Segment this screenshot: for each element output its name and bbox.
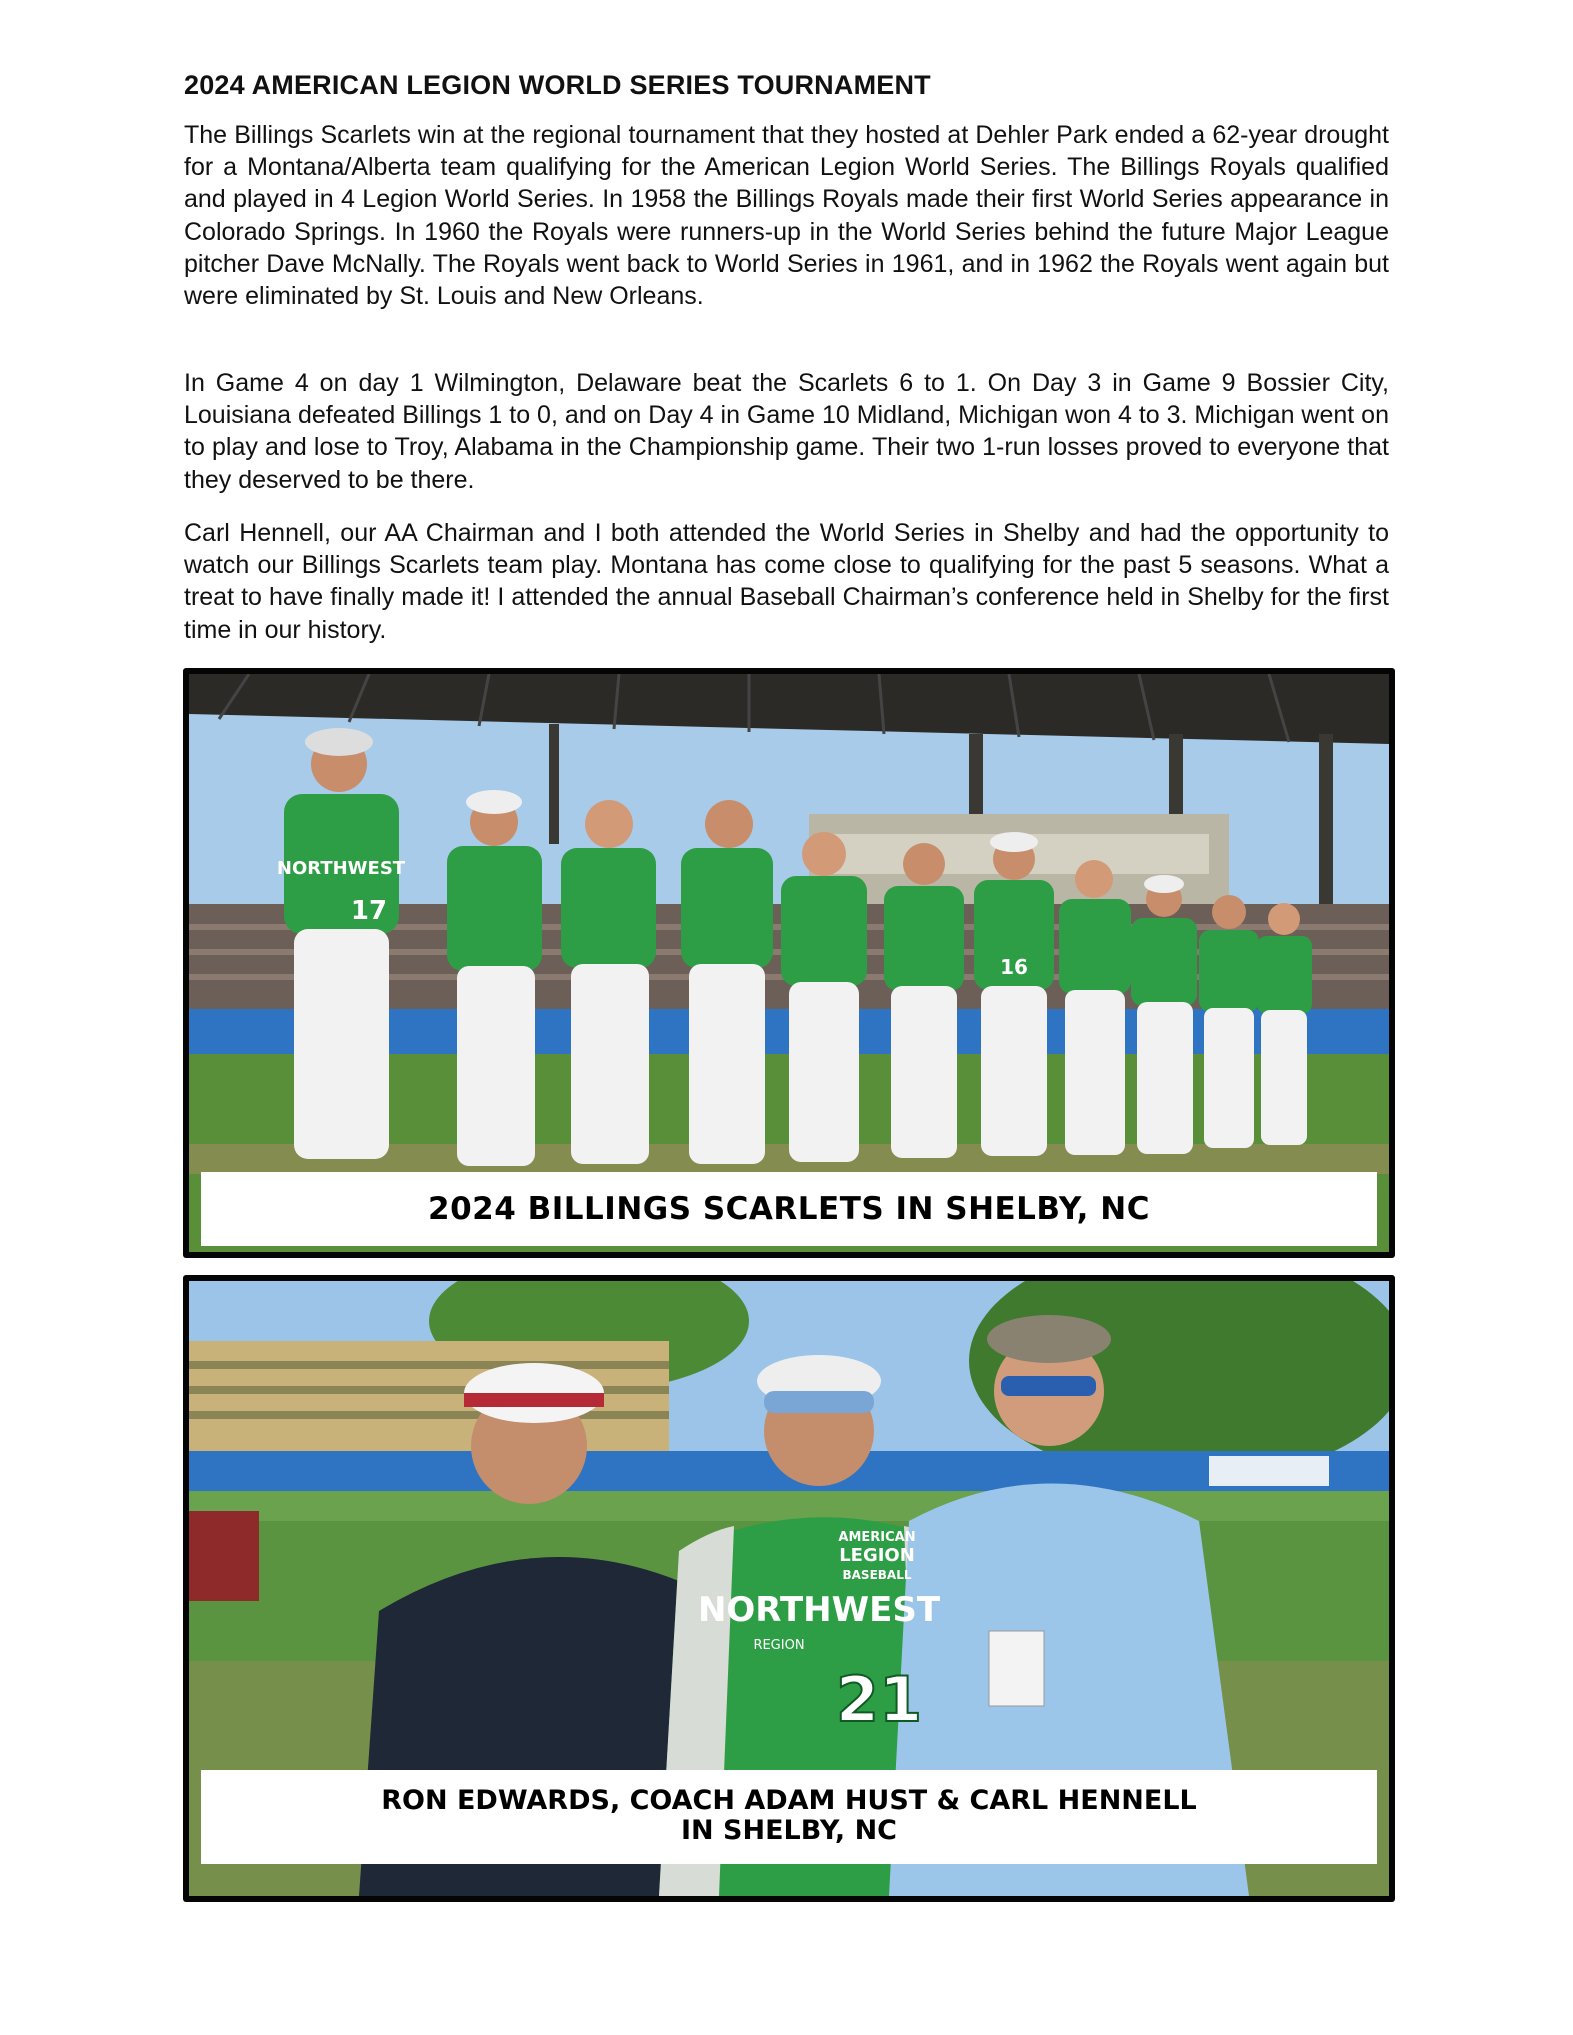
chest-text-american: AMERICAN — [838, 1530, 916, 1545]
team-photo — [183, 668, 1395, 1258]
group-photo — [183, 1275, 1395, 1902]
paragraph-attendance: Carl Hennell, our AA Chairman and I both attended the World Series in Shelby and had the opportunity to watch our Billings Scarlets team play. Montana has come close to qualifying for the past 5 seasons. What a treat to have finally made it! I attended the annual Baseball Chairman’s conference held in Shelby for the first time in our history. — [184, 519, 1389, 644]
paragraph-history: The Billings Scarlets win at the regional tournament that they hosted at Dehler Park ended a 62-year drought for a Montana/Alberta team qualifying for the American Legion World Series. The Billings Royals qualified and played in 4 Legion World Series. In 1958 the Billings Royals made their first World Series appearance in Colorado Springs. In 1960 the Royals were runners-up in the World Series behind the future Major League pitcher Dave McNally. The Royals went back to World Series in 1961, and in 1962 the Royals went again but were eliminated by St. Louis and New Orleans. — [184, 121, 1389, 311]
jersey-number-17: 17 — [350, 896, 388, 926]
group-caption-line-2: IN SHELBY, NC — [681, 1815, 897, 1846]
page-title: 2024 AMERICAN LEGION WORLD SERIES TOURNAMENT — [184, 70, 931, 100]
jersey-sub-text: REGION — [753, 1638, 805, 1653]
jersey-text: NORTHWEST — [697, 1590, 941, 1630]
group-photo-caption — [201, 1770, 1377, 1864]
team-photo-image — [189, 674, 1389, 1252]
jersey-number-16: 16 — [1000, 955, 1028, 979]
group-caption-line-1: RON EDWARDS, COACH ADAM HUST & CARL HENNELL — [381, 1785, 1197, 1816]
chest-text-baseball: BASEBALL — [842, 1568, 912, 1582]
chest-text-legion: LEGION — [839, 1545, 915, 1566]
jersey-text: NORTHWEST — [276, 858, 406, 879]
jersey-number-21: 21 — [835, 1663, 923, 1736]
team-photo-caption: 2024 BILLINGS SCARLETS IN SHELBY, NC — [201, 1172, 1377, 1246]
paragraph-games: In Game 4 on day 1 Wilmington, Delaware beat the Scarlets 6 to 1. On Day 3 in Game 9 Bossier City, Louisiana defeated Billings 1 to 0, and on Day 4 in Game 10 Midland, Michigan won 4 to 3. Michigan went on to play and lose to Troy, Alabama in the Championship game. Their two 1-run losses proved to everyone that they deserved to be there. — [184, 369, 1389, 494]
